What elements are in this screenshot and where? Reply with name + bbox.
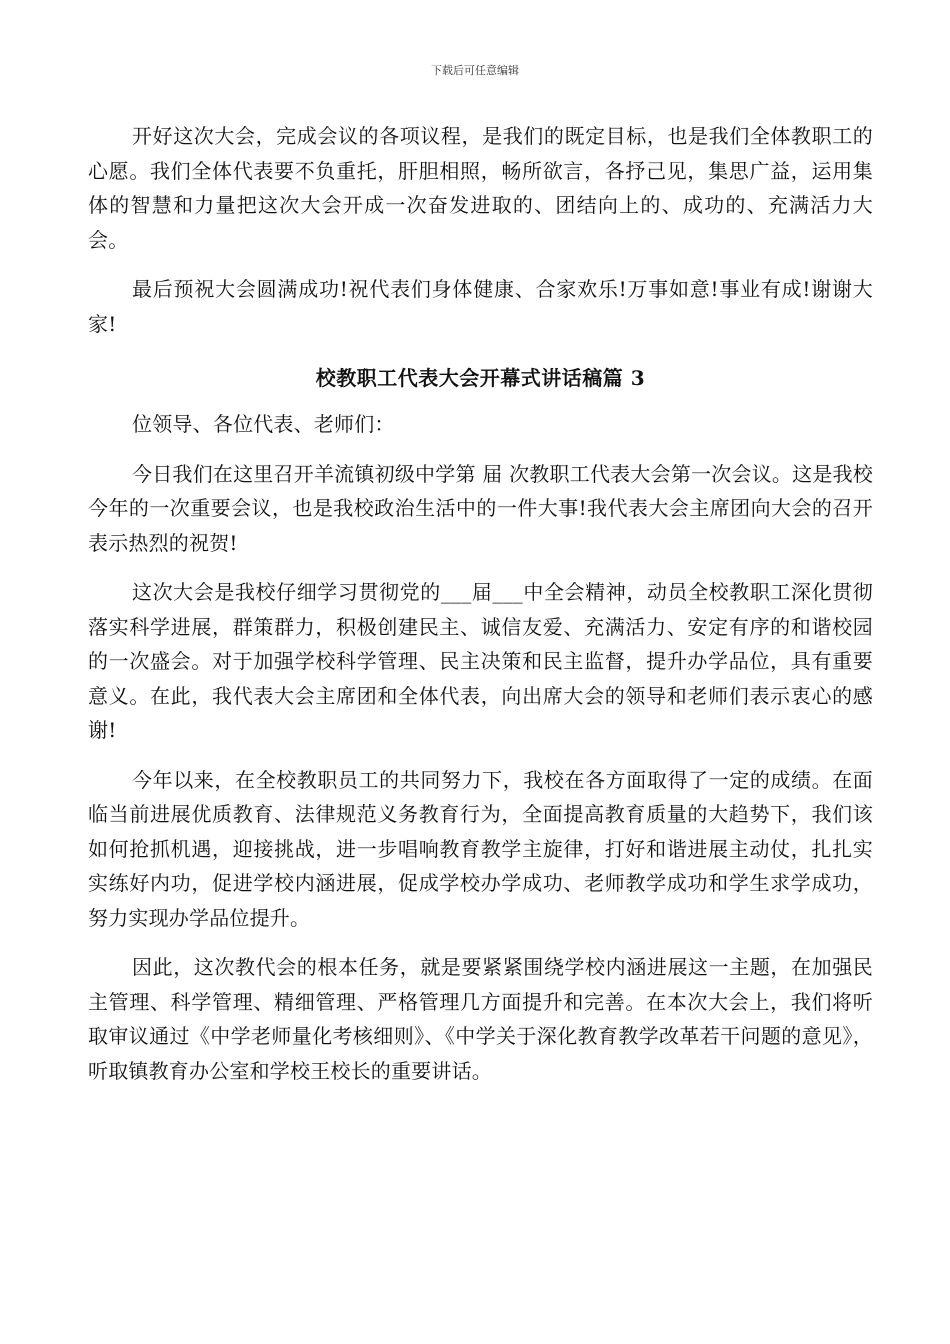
section-title: 校教职工代表大会开幕式讲话稿篇 3 (315, 366, 646, 390)
salutation: 位领导、各位代表、老师们： (132, 412, 395, 436)
body-paragraph: 今日我们在这里召开羊流镇初级中学第 届 次教职工代表大会第一次会议。这是我校今年的一次重要会议，也是我校政治生活中的一件大事!我代表大会主席团向大会的召开表示热烈的祝贺! (88, 461, 873, 555)
body-paragraph: 开好这次大会，完成会议的各项议程，是我们的既定目标，也是我们全体教职工的心愿。我们全体代表要不负重托，肝胆相照，畅所欲言，各抒己见，集思广益，运用集体的智慧和力量把这次大会开成一次奋发进取的、团结向上的、成功的、充满活力大会。 (88, 124, 873, 252)
body-paragraph: 因此，这次教代会的根本任务，就是要紧紧围绕学校内涵进展这一主题，在加强民主管理、科学管理、精细管理、严格管理几方面提升和完善。在本次大会上，我们将听取审议通过《中学老师量化考核细则》、《中学关于深化教育教学改革若干问题的意见》，听取镇教育办公室和学校王校长的重要讲话。 (88, 955, 873, 1083)
page-header: 下载后可任意编辑 (431, 64, 519, 77)
body-paragraph: 最后预祝大会圆满成功!祝代表们身体健康、合家欢乐!万事如意!事业有成!谢谢大家! (88, 277, 873, 336)
body-paragraph: 这次大会是我校仔细学习贯彻党的___届___中全会精神，动员全校教职工深化贯彻落实科学进展，群策群力，积极创建民主、诚信友爱、充满活力、安定有序的和谐校园的一次盛会。对于加强学校科学管理、民主决策和民主监督，提升办学品位，具有重要意义。在此，我代表大会主席团和全体代表，向出席大会的领导和老师们表示衷心的感谢! (88, 580, 873, 742)
body-paragraph: 今年以来，在全校教职员工的共同努力下，我校在各方面取得了一定的成绩。在面临当前进展优质教育、法律规范义务教育行为，全面提高教育质量的大趋势下，我们该如何抢抓机遇，迎接挑战，进一步唱响教育教学主旋律，打好和谐进展主动仗，扎扎实实练好内功，促进学校内涵进展，促成学校办学成功、老师教学成功和学生求学成功，努力实现办学品位提升。 (88, 767, 873, 930)
document-body (88, 119, 873, 1088)
